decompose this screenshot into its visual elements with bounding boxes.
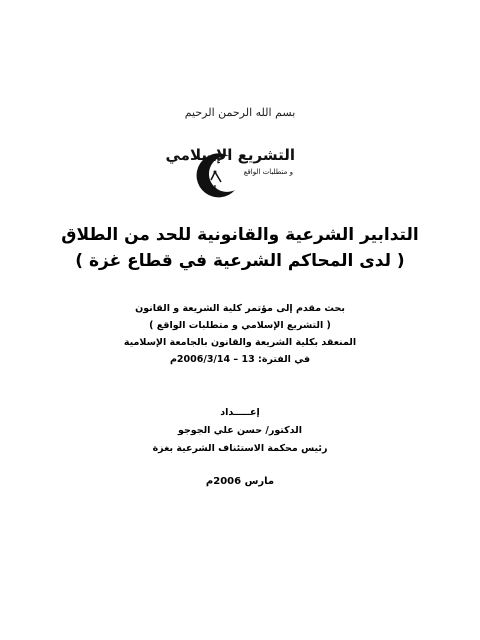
research-title [60,222,420,274]
intro-line: بحث مقدم إلى مؤتمر كلية الشريعة و القانون [135,303,345,314]
prepared-by-label: إعـــــداد [220,407,260,418]
conference-logo [165,140,295,204]
basmala-text: بسم الله الرحمن الرحيم [184,106,296,119]
intro-line: ( التشريع الإسلامي و متطلبات الواقع ) [149,320,331,331]
author-name: الدكتور/ حسن علي الجوجو [177,425,302,436]
intro-line: في الفترة: 13 – 2006/3/14م [169,354,311,365]
author-info [90,404,390,458]
author-position: رئيس محكمة الاستئناف الشرعية بغزة [152,443,328,454]
logo-sub-text: و متطلبات الواقع [243,168,293,176]
title-line: ( لدى المحاكم الشرعية في قطاع غزة ) [75,251,405,271]
conference-info [90,300,390,368]
logo-main-text: التشريع الإسلامي [165,146,295,164]
publication-date: مارس 2006م [205,476,275,487]
title-line: التدابير الشرعية والقانونية للحد من الطلاق [61,225,419,245]
intro-line: المنعقد بكلية الشريعة والقانون بالجامعة الإسلامية [123,337,357,348]
